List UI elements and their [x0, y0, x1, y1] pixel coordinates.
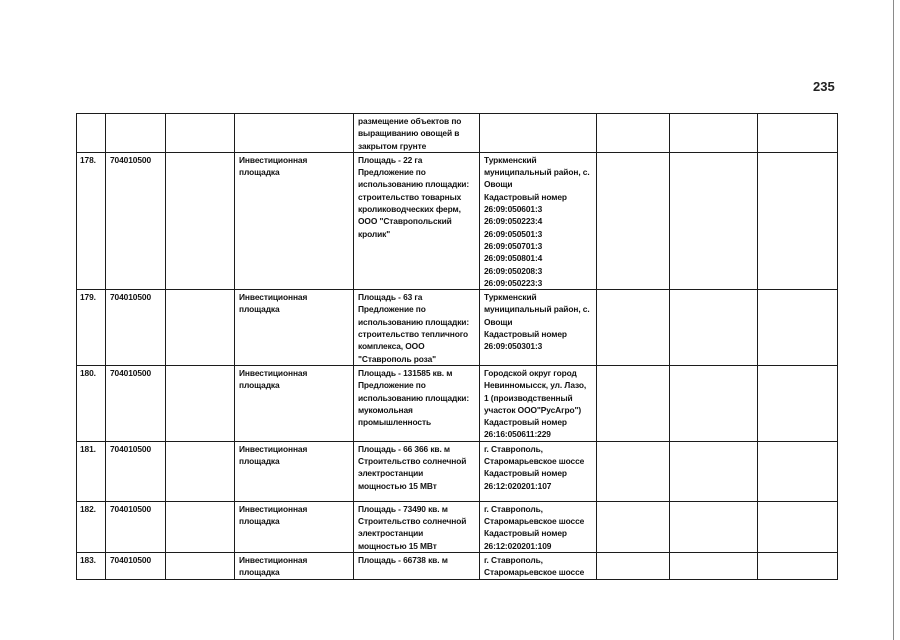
type-line: площадка — [239, 167, 280, 178]
location-line: 26:09:050801:4 — [484, 253, 543, 264]
cell-empty — [597, 552, 670, 579]
cell-description — [354, 501, 480, 552]
description-line: строительство товарных — [358, 191, 462, 202]
cell-location — [480, 552, 597, 579]
location-line: 26:09:050601:3 — [484, 204, 543, 215]
cell-empty — [166, 501, 235, 552]
cell-empty — [670, 441, 758, 501]
description-line: Площадь - 22 га — [358, 154, 423, 165]
location-line: муниципальный район, с. — [484, 167, 590, 178]
cell-code: 704010500 — [106, 441, 166, 501]
cell-empty — [758, 290, 838, 366]
description-line: выращиванию овощей в — [358, 128, 460, 139]
cell-empty — [670, 290, 758, 366]
description-line: Предложение по — [358, 167, 426, 178]
cell-location — [480, 152, 597, 289]
location-line: 1 (производственный — [484, 392, 573, 403]
type-line: Инвестиционная — [239, 292, 308, 303]
type-line: Инвестиционная — [239, 367, 308, 378]
cell-empty — [670, 552, 758, 579]
location-line: муниципальный район, с. — [484, 304, 590, 315]
table-row — [77, 290, 838, 366]
location-line: 26:16:050611:229 — [484, 429, 551, 440]
description-line: промышленность — [358, 417, 432, 428]
cell-description — [354, 552, 480, 579]
cell-empty — [758, 552, 838, 579]
cell-empty — [758, 114, 838, 153]
cell-num: 179. — [77, 290, 106, 366]
cell-description — [354, 290, 480, 366]
table-row — [77, 552, 838, 579]
description-line: Строительство солнечной — [358, 516, 467, 527]
description-line: комплекса, ООО — [358, 341, 425, 352]
cell-empty — [166, 365, 235, 441]
cell-empty — [758, 152, 838, 289]
cell-code — [106, 114, 166, 153]
description-line: Предложение по — [358, 380, 426, 391]
description-line: строительство тепличного — [358, 329, 469, 340]
description-line: Площадь - 73490 кв. м — [358, 503, 448, 514]
cell-empty — [597, 114, 670, 153]
description-line: Площадь - 66738 кв. м — [358, 554, 448, 565]
location-line: Кадастровый номер — [484, 528, 567, 539]
location-line: 26:09:050301:3 — [484, 341, 543, 352]
cell-code: 704010500 — [106, 152, 166, 289]
cell-num: 183. — [77, 552, 106, 579]
cell-description — [354, 114, 480, 153]
type-line: площадка — [239, 456, 280, 467]
cell-code: 704010500 — [106, 365, 166, 441]
type-line: площадка — [239, 516, 280, 527]
description-line: Площадь - 66 366 кв. м — [358, 443, 451, 454]
location-line: Овощи — [484, 316, 513, 327]
type-line: площадка — [239, 567, 280, 578]
location-line: Кадастровый номер — [484, 329, 567, 340]
location-line: Старомарьевское шоссе — [484, 516, 585, 527]
location-line: 26:12:020201:107 — [484, 480, 552, 491]
cell-empty — [670, 152, 758, 289]
table-row-continuation — [77, 114, 838, 153]
description-line: закрытом грунте — [358, 140, 427, 151]
description-line: кролик" — [358, 228, 391, 239]
table-row — [77, 441, 838, 501]
cell-empty — [166, 290, 235, 366]
location-line: 26:09:050501:3 — [484, 228, 543, 239]
cell-empty — [758, 441, 838, 501]
description-line: кролиководческих ферм, — [358, 204, 461, 215]
description-line: "Ставрополь роза" — [358, 353, 437, 364]
cell-description — [354, 441, 480, 501]
cell-location — [480, 365, 597, 441]
description-line: Площадь - 131585 кв. м — [358, 367, 453, 378]
description-line: использованию площадки: — [358, 316, 470, 327]
cell-description — [354, 365, 480, 441]
type-line: Инвестиционная — [239, 443, 308, 454]
cell-empty — [670, 114, 758, 153]
cell-empty — [166, 152, 235, 289]
cell-empty — [597, 365, 670, 441]
cell-num — [77, 114, 106, 153]
cell-type — [235, 552, 354, 579]
location-line: 26:09:050701:3 — [484, 240, 543, 251]
description-line: мукомольная — [358, 404, 413, 415]
cell-empty — [166, 441, 235, 501]
cell-empty — [670, 501, 758, 552]
location-line: Невинномысск, ул. Лазо, — [484, 380, 587, 391]
description-line: использованию площадки: — [358, 392, 470, 403]
description-line: использованию площадки: — [358, 179, 470, 190]
cell-location — [480, 114, 597, 153]
location-line: Кадастровый номер — [484, 468, 567, 479]
investment-sites-table — [76, 113, 838, 580]
description-line: электростанции — [358, 468, 424, 479]
location-line: Туркменский — [484, 292, 537, 303]
description-line: Строительство солнечной — [358, 456, 467, 467]
cell-num: 178. — [77, 152, 106, 289]
description-line: электростанции — [358, 528, 424, 539]
cell-empty — [758, 365, 838, 441]
cell-location — [480, 501, 597, 552]
cell-type — [235, 152, 354, 289]
type-line: Инвестиционная — [239, 554, 308, 565]
cell-empty — [597, 441, 670, 501]
cell-type — [235, 365, 354, 441]
table-body — [77, 114, 838, 580]
location-line: г. Ставрополь, — [484, 503, 543, 514]
location-line: 26:09:050223:3 — [484, 277, 543, 288]
location-line: Туркменский — [484, 154, 537, 165]
location-line: Кадастровый номер — [484, 417, 567, 428]
location-line: Кадастровый номер — [484, 191, 567, 202]
location-line: 26:09:050223:4 — [484, 216, 543, 227]
cell-empty — [758, 501, 838, 552]
table-row — [77, 501, 838, 552]
cell-location — [480, 290, 597, 366]
location-line: Городской округ город — [484, 367, 577, 378]
description-line: мощностью 15 МВт — [358, 540, 437, 551]
location-line: Старомарьевское шоссе — [484, 456, 585, 467]
cell-type — [235, 114, 354, 153]
cell-empty — [166, 552, 235, 579]
cell-empty — [670, 365, 758, 441]
location-line: Овощи — [484, 179, 513, 190]
description-line: размещение объектов по — [358, 116, 462, 126]
cell-num: 180. — [77, 365, 106, 441]
location-line: 26:09:050208:3 — [484, 265, 543, 276]
cell-code: 704010500 — [106, 501, 166, 552]
cell-description — [354, 152, 480, 289]
cell-num: 182. — [77, 501, 106, 552]
cell-type — [235, 441, 354, 501]
location-line: г. Ставрополь, — [484, 443, 543, 454]
table-row — [77, 365, 838, 441]
page-number: 235 — [813, 79, 835, 94]
cell-location — [480, 441, 597, 501]
description-line: Площадь - 63 га — [358, 292, 423, 303]
type-line: площадка — [239, 304, 280, 315]
cell-empty — [597, 501, 670, 552]
location-line: участок ООО"РусАгро") — [484, 404, 582, 415]
location-line: г. Ставрополь, — [484, 554, 543, 565]
table-row — [77, 152, 838, 289]
description-line: мощностью 15 МВт — [358, 480, 437, 491]
description-line: ООО "Ставропольский — [358, 216, 452, 227]
description-line: Предложение по — [358, 304, 426, 315]
cell-type — [235, 501, 354, 552]
page-edge-divider — [893, 0, 894, 640]
type-line: площадка — [239, 380, 280, 391]
cell-empty — [166, 114, 235, 153]
location-line: 26:12:020201:109 — [484, 540, 552, 551]
type-line: Инвестиционная — [239, 154, 308, 165]
type-line: Инвестиционная — [239, 503, 308, 514]
location-line: Старомарьевское шоссе — [484, 567, 585, 578]
cell-code: 704010500 — [106, 290, 166, 366]
cell-type — [235, 290, 354, 366]
cell-num: 181. — [77, 441, 106, 501]
cell-empty — [597, 290, 670, 366]
cell-code: 704010500 — [106, 552, 166, 579]
cell-empty — [597, 152, 670, 289]
